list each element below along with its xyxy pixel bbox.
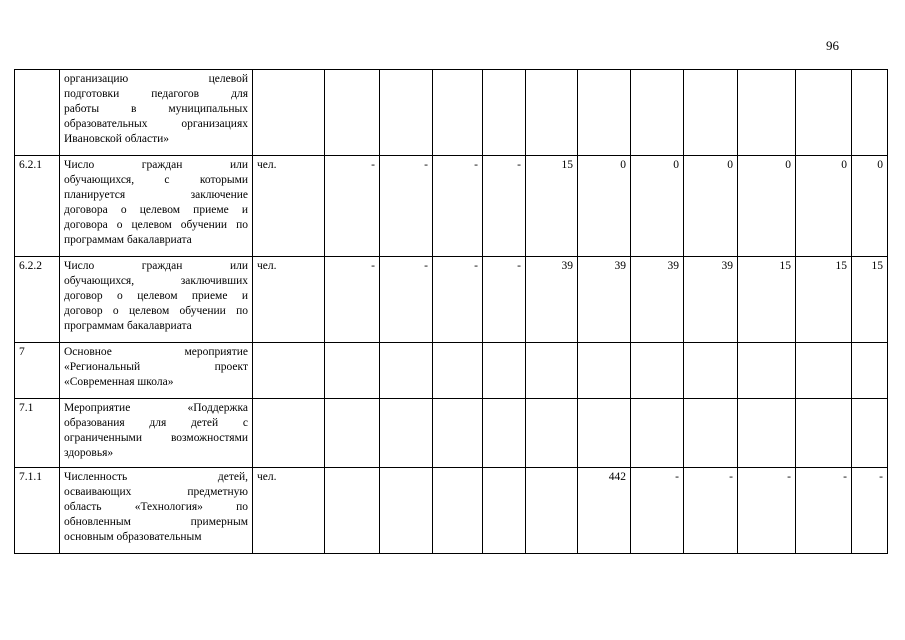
description-line: организацию целевой	[64, 73, 248, 85]
description-line: область «Технология» по	[64, 501, 248, 513]
value-cell	[852, 343, 888, 399]
row-description	[60, 468, 253, 554]
value-cell: -	[380, 156, 433, 257]
description-line: программам бакалавриата	[64, 320, 192, 332]
description-line: договор о целевом приеме и	[64, 290, 248, 302]
value-cell: 0	[578, 156, 631, 257]
description-line: «Современная школа»	[64, 376, 174, 388]
value-cell	[578, 399, 631, 468]
value-cell: -	[433, 257, 483, 343]
row-code: 6.2.1	[15, 156, 60, 257]
table-row	[15, 399, 888, 468]
value-cell	[852, 399, 888, 468]
value-cell: 0	[852, 156, 888, 257]
value-cell: -	[852, 468, 888, 554]
value-cell: 39	[684, 257, 738, 343]
row-code: 6.2.2	[15, 257, 60, 343]
value-cell: 442	[578, 468, 631, 554]
row-description	[60, 70, 253, 156]
description-line: ограниченными возможностями	[64, 432, 248, 444]
value-cell	[738, 70, 796, 156]
description-line: договора о целевом обучении по	[64, 219, 248, 231]
value-cell: -	[483, 156, 526, 257]
value-cell: -	[325, 156, 380, 257]
value-cell: 0	[738, 156, 796, 257]
value-cell	[325, 70, 380, 156]
value-cell	[796, 70, 852, 156]
description-line: основным образовательным	[64, 531, 202, 543]
row-unit: чел.	[253, 468, 325, 554]
description-line: здоровья»	[64, 447, 114, 459]
value-cell: 0	[684, 156, 738, 257]
description-line: Основное мероприятие	[64, 346, 248, 358]
value-cell: 15	[526, 156, 578, 257]
value-cell	[738, 343, 796, 399]
value-cell: -	[433, 156, 483, 257]
value-cell: 15	[738, 257, 796, 343]
description-line: обучающихся, заключивших	[64, 275, 248, 287]
value-cell	[578, 343, 631, 399]
description-line: обучающихся, с которыми	[64, 174, 248, 186]
description-line: планируется заключение	[64, 189, 248, 201]
value-cell: -	[325, 257, 380, 343]
value-cell: 15	[796, 257, 852, 343]
table-row	[15, 156, 888, 257]
value-cell	[738, 399, 796, 468]
row-description	[60, 257, 253, 343]
value-cell	[433, 399, 483, 468]
value-cell	[526, 399, 578, 468]
value-cell	[684, 70, 738, 156]
row-unit: чел.	[253, 257, 325, 343]
description-line: образования для детей с	[64, 417, 248, 429]
value-cell: 15	[852, 257, 888, 343]
page-number: 96	[826, 38, 839, 53]
description-line: Число граждан или	[64, 159, 248, 171]
row-unit	[253, 343, 325, 399]
table-row	[15, 257, 888, 343]
value-cell	[325, 468, 380, 554]
description-line: работы в муниципальных	[64, 103, 248, 115]
row-code: 7.1.1	[15, 468, 60, 554]
value-cell	[852, 70, 888, 156]
value-cell	[684, 343, 738, 399]
description-line: «Региональный проект	[64, 361, 248, 373]
value-cell: -	[380, 257, 433, 343]
indicators-table	[14, 69, 888, 554]
value-cell	[433, 70, 483, 156]
row-description	[60, 156, 253, 257]
table-row	[15, 468, 888, 554]
value-cell	[526, 70, 578, 156]
description-line: подготовки педагогов для	[64, 88, 248, 100]
value-cell	[380, 399, 433, 468]
value-cell: 0	[631, 156, 684, 257]
value-cell	[325, 343, 380, 399]
row-description	[60, 343, 253, 399]
value-cell	[380, 70, 433, 156]
row-description	[60, 399, 253, 468]
value-cell	[526, 468, 578, 554]
value-cell: -	[738, 468, 796, 554]
description-line: образовательных организациях	[64, 118, 248, 130]
description-line: Мероприятие «Поддержка	[64, 402, 248, 414]
description-line: Численность детей,	[64, 471, 248, 483]
table-row	[15, 70, 888, 156]
description-line: договор о целевом обучении по	[64, 305, 248, 317]
value-cell: -	[483, 257, 526, 343]
value-cell	[380, 343, 433, 399]
row-unit: чел.	[253, 156, 325, 257]
description-line: Ивановской области»	[64, 133, 170, 145]
value-cell	[380, 468, 433, 554]
value-cell	[483, 468, 526, 554]
description-line: договора о целевом приеме и	[64, 204, 248, 216]
value-cell	[631, 343, 684, 399]
value-cell	[578, 70, 631, 156]
value-cell: -	[684, 468, 738, 554]
row-unit	[253, 399, 325, 468]
row-unit	[253, 70, 325, 156]
value-cell	[433, 343, 483, 399]
value-cell	[483, 70, 526, 156]
description-line: обновленным примерным	[64, 516, 248, 528]
description-line: Число граждан или	[64, 260, 248, 272]
value-cell	[483, 343, 526, 399]
description-line: программам бакалавриата	[64, 234, 192, 246]
value-cell	[631, 399, 684, 468]
table-row	[15, 343, 888, 399]
value-cell	[796, 399, 852, 468]
value-cell	[526, 343, 578, 399]
value-cell: 39	[578, 257, 631, 343]
value-cell: -	[631, 468, 684, 554]
value-cell	[796, 343, 852, 399]
value-cell	[325, 399, 380, 468]
value-cell: 39	[526, 257, 578, 343]
row-code	[15, 70, 60, 156]
value-cell: -	[796, 468, 852, 554]
description-line: осваивающих предметную	[64, 486, 248, 498]
row-code: 7	[15, 343, 60, 399]
value-cell	[483, 399, 526, 468]
row-code: 7.1	[15, 399, 60, 468]
value-cell: 39	[631, 257, 684, 343]
value-cell	[631, 70, 684, 156]
value-cell: 0	[796, 156, 852, 257]
value-cell	[433, 468, 483, 554]
value-cell	[684, 399, 738, 468]
